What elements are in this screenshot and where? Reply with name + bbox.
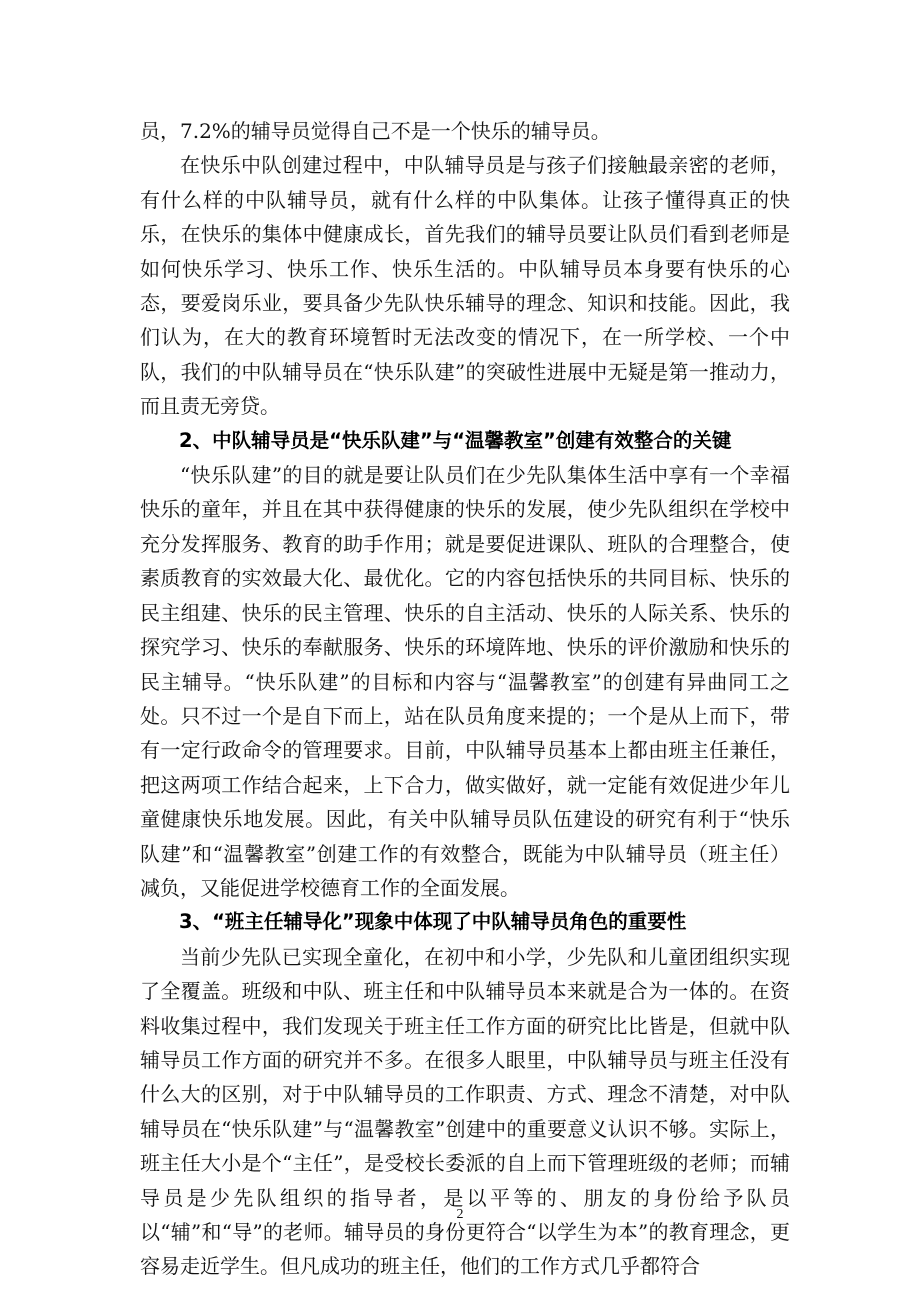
- page-number: 2: [456, 1207, 464, 1222]
- paragraph-happy-squad-counselor: 在快乐中队创建过程中，中队辅导员是与孩子们接触最亲密的老师，有什么样的中队辅导员，就有什么样的中队集体。让孩子懂得真正的快乐，在快乐的集体中健康成长，首先我们的辅导员要让队员们看到老师是如何快乐学习、快乐工作、快乐生活的。中队辅导员本身要有快乐的心态，要爱岗乐业，要具备少先队快乐辅导的理念、知识和技能。因此，我们认为，在大的教育环境暂时无法改变的情况下，在一所学校、一个中队，我们的中队辅导员在“快乐队建”的突破性进展中无疑是第一推动力，而且责无旁贷。: [140, 153, 790, 419]
- paragraph-happy-team-building: “快乐队建”的目的就是要让队员们在少先队集体生活中享有一个幸福快乐的童年，并且在其中获得健康的快乐的发展，使少先队组织在学校中充分发挥服务、教育的助手作用；就是要促进课队、班队的合理整合，使素质教育的实效最大化、最优化。它的内容包括快乐的共同目标、快乐的民主组建、快乐的民主管理、快乐的自主活动、快乐的人际关系、快乐的探究学习、快乐的奉献服务、快乐的环境阵地、快乐的评价激励和快乐的民主辅导。“快乐队建”的目标和内容与“温馨教室”的创建有异曲同工之处。只不过一个是自下而上，站在队员角度来提的；一个是从上而下，带有一定行政命令的管理要求。目前，中队辅导员基本上都由班主任兼任，把这两项工作结合起来，上下合力，做实做好，就一定能有效促进少年儿童健康快乐地发展。因此，有关中队辅导员队伍建设的研究有利于“快乐队建”和“温馨教室”创建工作的有效整合，既能为中队辅导员（班主任）减负，又能促进学校德育工作的全面发展。: [140, 463, 790, 900]
- section-heading-3: 3、“班主任辅导化”现象中体现了中队辅导员角色的重要性: [179, 910, 687, 934]
- section-heading-2: 2、中队辅导员是“快乐队建”与“温馨教室”创建有效整合的关键: [179, 428, 732, 452]
- paragraph-continuation: 员，7.2%的辅导员觉得自己不是一个快乐的辅导员。: [140, 119, 611, 143]
- document-body: [140, 114, 790, 1284]
- paragraph-counselor-role: 当前少先队已实现全童化，在初中和小学，少先队和儿童团组织实现了全覆盖。班级和中队、班主任和中队辅导员本来就是合为一体的。在资料收集过程中，我们发现关于班主任工作方面的研究比比皆是，但就中队辅导员工作方面的研究并不多。在很多人眼里，中队辅导员与班主任没有什么大的区别，对于中队辅导员的工作职责、方式、理念不清楚，对中队辅导员在“快乐队建”与“温馨教室”创建中的重要意义认识不够。实际上，班主任大小是个“主任”，是受校长委派的自上而下管理班级的老师；而辅导员是少先队组织的指导者，是以平等的、朋友的身份给予队员以“辅”和“导”的老师。辅导员的身份更符合“以学生为本”的教育理念，更容易走近学生。但凡成功的班主任，他们的工作方式几乎都符合: [140, 944, 790, 1279]
